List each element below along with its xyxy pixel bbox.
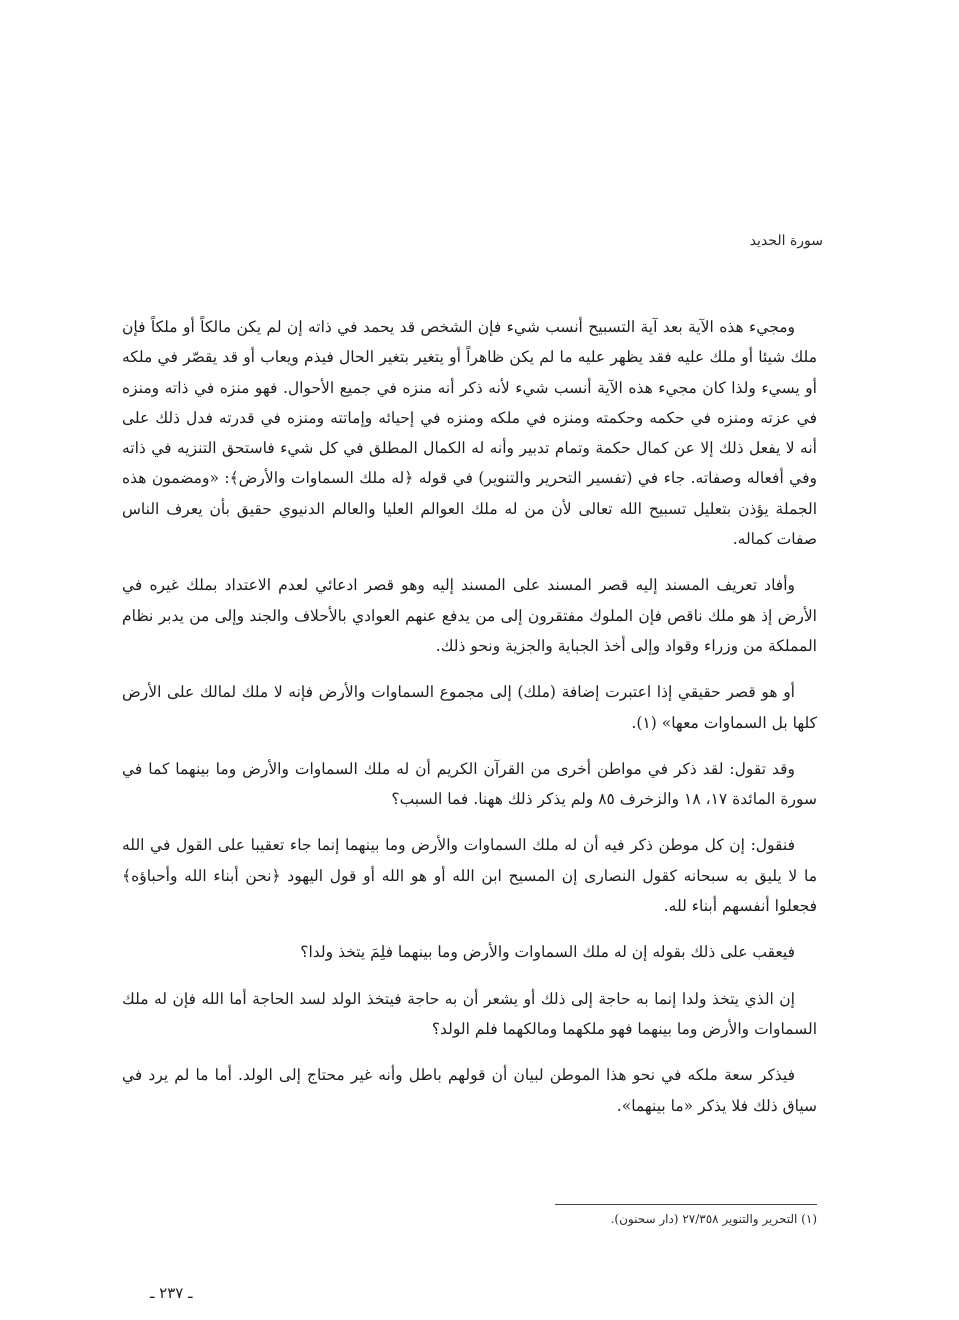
paragraph-7: إن الذي يتخذ ولدا إنما به حاجة إلى ذلك أو يشعر أن به حاجة فيتخذ الولد لسد الحاجة أما الله فإن له ملك السماوات والأرض وما بينهما فهو ملكهما ومالكهما فلم الولد؟ [122,989,817,1038]
body-text [122,312,817,1137]
footnote-divider [555,1204,817,1205]
paragraph-5: فنقول: إن كل موطن ذكر فيه أن له ملك السماوات والأرض وما بينهما إنما جاء تعقيبا على القول في الله ما لا يليق به سبحانه كقول النصارى إن المسيح ابن الله أو هو الله أو قول اليهود ﴿نحن أبناء الله وأحباؤه﴾ فجعلوا أنفسهم أبناء لله. [122,836,817,916]
paragraph-3: أو هو قصر حقيقي إذا اعتبرت إضافة (ملك) إلى مجموع السماوات والأرض فإنه لا ملك لمالك على الأرض كلها بل السماوات معها» (١). [122,683,817,732]
paragraph-1: ومجيء هذه الآية بعد آية التسبيح أنسب شيء فإن الشخص قد يحمد في ذاته إن لم يكن مالكاً أو ملكاً فإن ملك شيئا أو ملك عليه فقد يظهر عليه ما لم يكن ظاهراً أو يتغير بتغير الحال فيذم ويعاب أو قد يقصّر في ملكه أو يسيء ولذا كان مجيء هذه الآية أنسب شيء لأنه ذكر أنه منزه في جميع الأحوال. فهو منزه في ذاته ومنزه في عزته ومنزه في حكمه وحكمته ومنزه في ملكه ومنزه في إحيائه وإماتته ومنزه في قدرته فدل ذلك على أنه لا يفعل ذلك إلا عن كمال حكمة وتمام تدبير وأنه له الكمال المطلق في كل شيء فاستحق التنزيه في ذاته وفي أفعاله وصفاته. جاء في (تفسير التحرير والتنوير) في قوله ﴿له ملك السماوات والأرض﴾: «ومضمون هذه الجملة يؤذن بتعليل تسبيح الله تعالى لأن من له ملك العوالم العليا والعالم الدنيوي حقيق بأن يعرف الناس صفات كماله. [122,318,817,549]
page-number: ـ ٢٣٧ ـ [150,1284,193,1302]
footnote: (١) التحرير والتنوير ٢٧/٣٥٨ (دار سحنون). [610,1212,817,1226]
running-header: سورة الحديد [749,233,823,249]
paragraph-6: فيعقب على ذلك بقوله إن له ملك السماوات والأرض وما بينهما فلِمَ يتخذ ولدا؟ [300,943,795,962]
paragraph-8: فيذكر سعة ملكه في نحو هذا الموطن لبيان أن قولهم باطل وأنه غير محتاج إلى الولد. أما ما لم يرد في سياق ذلك فلا يذكر «ما بينهما». [122,1066,817,1115]
paragraph-2: وأفاد تعريف المسند إليه قصر المسند على المسند إليه وهو قصر ادعائي لعدم الاعتداد بملك غيره في الأرض إذ هو ملك ناقص فإن الملوك مفتقرون إلى من يدفع عنهم العوادي بالأحلاف والجند وإلى من يدبر نظام المملكة من وزراء وقواد وإلى أخذ الجباية والجزية ونحو ذلك. [122,576,817,655]
paragraph-4: وقد تقول: لقد ذكر في مواطن أخرى من القرآن الكريم أن له ملك السماوات والأرض وما بينهما كما في سورة المائدة ١٧، ١٨ والزخرف ٨٥ ولم يذكر ذلك ههنا. فما السبب؟ [122,759,817,809]
